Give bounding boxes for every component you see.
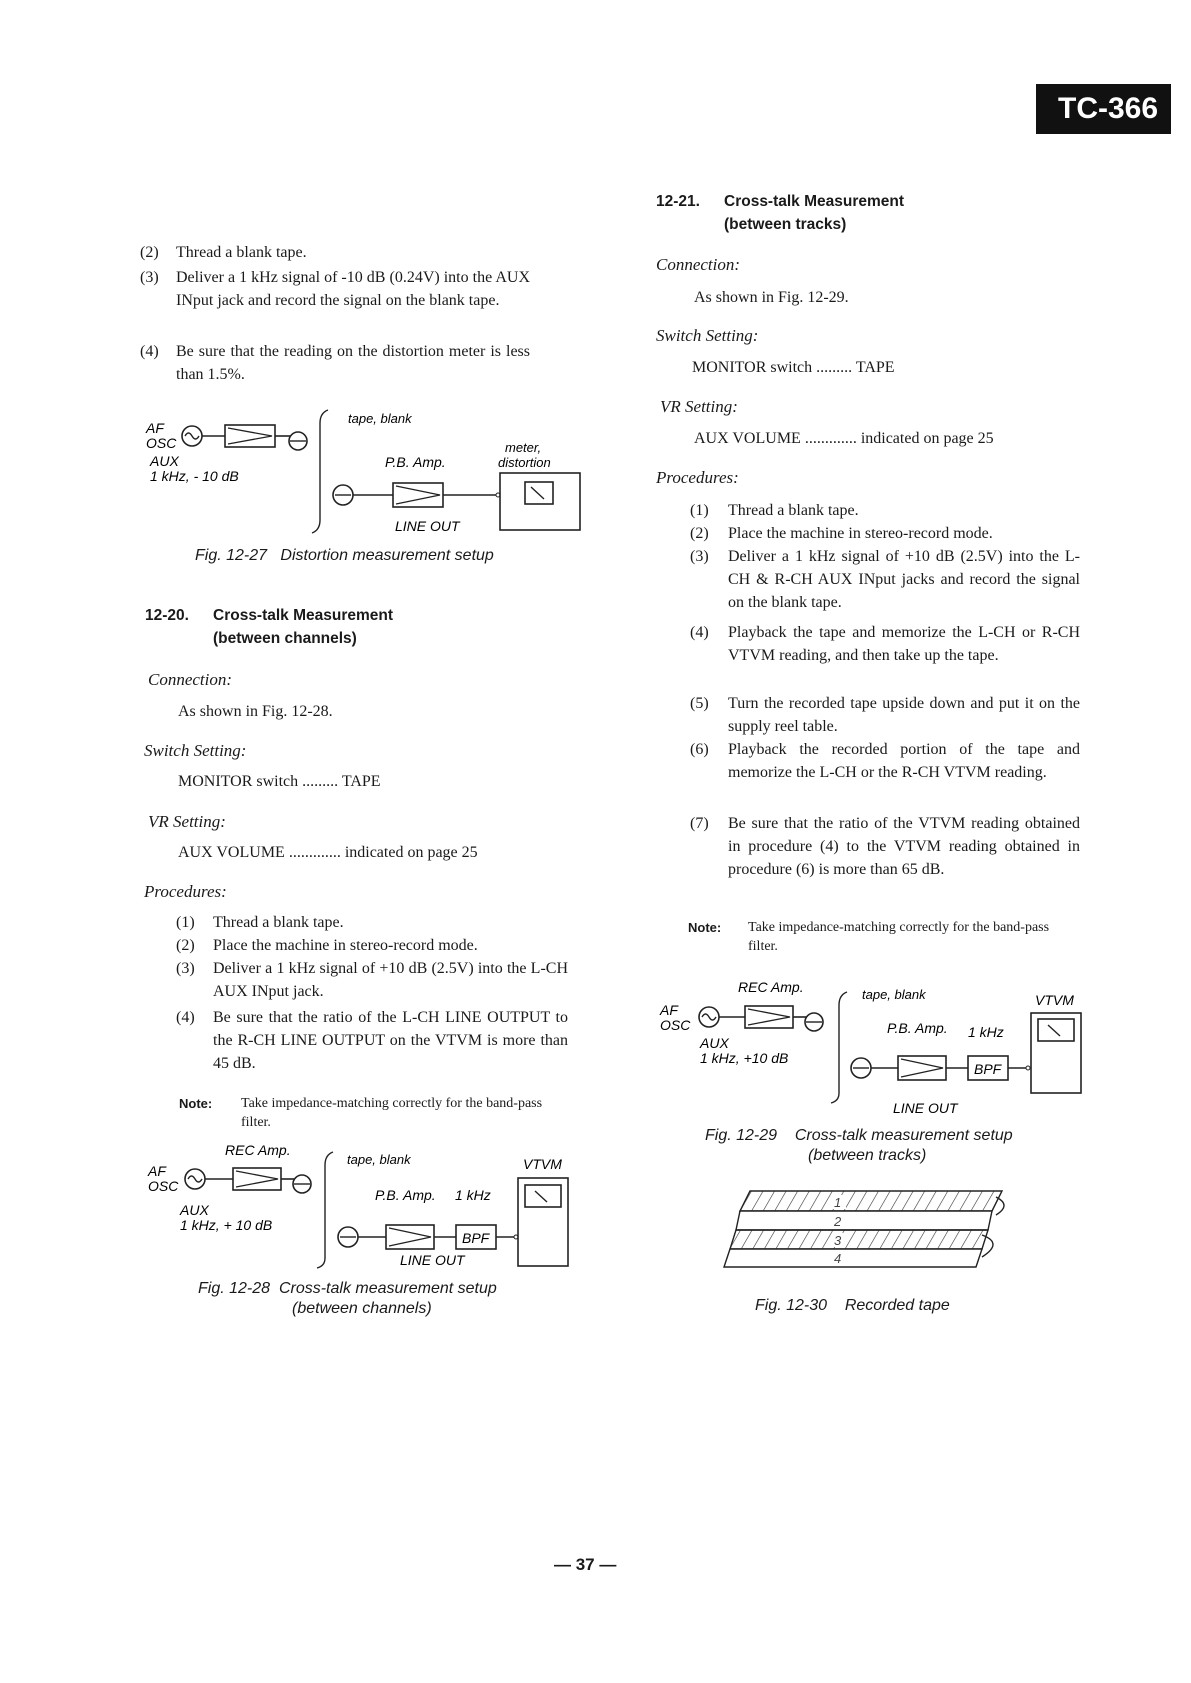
tape-path (317, 1152, 333, 1268)
frequency-label: 1 kHz (968, 1024, 1004, 1040)
figure-caption: Fig. 12-30 Recorded tape (755, 1297, 950, 1314)
af-label: AF (146, 420, 164, 436)
rec-amp-label: REC Amp. (225, 1142, 291, 1158)
track-number: 4 (834, 1251, 842, 1266)
tape-label: tape, blank (347, 1152, 411, 1167)
list-item: (4) Be sure that the reading on the distortion meter is less than 1.5%. (140, 343, 530, 383)
track-number: 3 (834, 1233, 842, 1248)
pb-amp-label: P.B. Amp. (375, 1187, 436, 1203)
vr-setting-text: AUX VOLUME ............. indicated on page 25 (178, 844, 478, 861)
line-out-label: LINE OUT (395, 518, 460, 534)
osc-label: OSC (148, 1178, 179, 1194)
figure-caption: Fig. 12-28 Cross-talk measurement setup (198, 1280, 497, 1297)
vtvm-label: VTVM (1035, 992, 1074, 1008)
figure-caption: Fig. 12-29 Cross-talk measurement setup (705, 1127, 1013, 1144)
pb-amp-label: P.B. Amp. (385, 454, 446, 470)
track-number: 2 (834, 1214, 842, 1229)
track-number: 1 (834, 1195, 842, 1210)
sine-wave-icon (185, 433, 199, 439)
meter-label: meter, (505, 440, 542, 455)
figure-caption-line2: (between tracks) (808, 1147, 927, 1164)
note: Note: Take impedance-matching correctly for the band-pass filter. (179, 1096, 543, 1130)
list-item: (3) Deliver a 1 kHz signal of +10 dB (2.5V) into the L-CH & R-CH AUX INput jacks and record the signal on the blank tape. (690, 548, 1080, 611)
bpf-label: BPF (974, 1061, 1002, 1077)
vr-setting-label: VR Setting: (148, 812, 226, 831)
sine-wave-icon (188, 1176, 202, 1182)
tape-path (831, 992, 847, 1103)
list-item: (6) Playback the recorded portion of the tape and memorize the L-CH or the R-CH VTVM reading. (690, 741, 1080, 781)
meter-icon (525, 482, 553, 504)
line-out-label: LINE OUT (893, 1100, 958, 1115)
aux-label: AUX (150, 453, 179, 469)
sine-wave-icon (702, 1014, 716, 1020)
figure-caption: Fig. 12-27 Distortion measurement setup (195, 547, 494, 564)
vr-setting-text: AUX VOLUME ............. indicated on page 25 (694, 430, 994, 447)
list-item: (2) Place the machine in stereo-record mode. (690, 525, 993, 542)
switch-setting-label: Switch Setting: (656, 326, 759, 345)
list-item: (5) Turn the recorded tape upside down and put it on the supply reel table. (690, 695, 1080, 735)
switch-setting-text: MONITOR switch ......... TAPE (178, 773, 381, 790)
connection-text: As shown in Fig. 12-29. (694, 289, 849, 306)
fig-12-27-diagram (140, 405, 590, 540)
rec-amp-label: REC Amp. (738, 979, 804, 995)
tape-label: tape, blank (348, 411, 412, 426)
list-item: (4) Playback the tape and memorize the L-CH or R-CH VTVM reading, and then take up the tape. (690, 624, 1080, 664)
osc-label: OSC (146, 435, 177, 451)
meter-icon (525, 1185, 561, 1207)
osc-label: OSC (660, 1017, 691, 1033)
aux-label: AUX (180, 1202, 209, 1218)
line-out-label: LINE OUT (400, 1252, 465, 1268)
signal-label: 1 kHz, +10 dB (700, 1050, 789, 1066)
track-1 (740, 1191, 1002, 1211)
frequency-label: 1 kHz (455, 1187, 491, 1203)
signal-label: 1 kHz, - 10 dB (150, 468, 239, 484)
connection-text: As shown in Fig. 12-28. (178, 703, 333, 720)
meter-icon (1038, 1019, 1074, 1041)
vr-setting-label: VR Setting: (660, 397, 738, 416)
figure-caption-line2: (between channels) (292, 1300, 432, 1317)
af-label: AF (148, 1163, 166, 1179)
list-item: (7) Be sure that the ratio of the VTVM reading obtained in procedure (4) to the VTVM reading obtained in procedure (6) is more than 65 dB. (690, 815, 1080, 878)
vtvm-label: VTVM (523, 1156, 562, 1172)
list-item: (1) Thread a blank tape. (690, 502, 859, 519)
switch-setting-label: Switch Setting: (144, 741, 247, 760)
page-number: — 37 — (554, 1555, 617, 1574)
list-item: (4) Be sure that the ratio of the L-CH LINE OUTPUT to the R-CH LINE OUTPUT on the VTVM is more than 45 dB. (176, 1009, 568, 1072)
list-item: (2) Place the machine in stereo-record mode. (176, 937, 478, 954)
tape-path (312, 410, 328, 533)
procedures-label: Procedures: (656, 468, 739, 487)
section-heading-12-20: 12-20. Cross-talk Measurement (between channels) (145, 607, 394, 647)
fig-12-29-diagram (650, 975, 1090, 1115)
signal-label: 1 kHz, + 10 dB (180, 1217, 273, 1233)
model-tab: TC-366 (1036, 84, 1171, 134)
tape-label: tape, blank (862, 987, 926, 1002)
list-item: (1) Thread a blank tape. (176, 914, 344, 931)
list-item: (2) Thread a blank tape. (140, 244, 307, 261)
bpf-label: BPF (462, 1230, 490, 1246)
pb-amp-label: P.B. Amp. (887, 1020, 948, 1036)
section-heading-12-21: 12-21. Cross-talk Measurement (between tracks) (656, 193, 905, 233)
aux-label: AUX (700, 1035, 729, 1051)
switch-setting-text: MONITOR switch ......... TAPE (692, 359, 895, 376)
fig-12-28-diagram (140, 1140, 580, 1280)
connection-label: Connection: (656, 255, 741, 274)
distortion-label: distortion (498, 455, 551, 470)
track-4 (724, 1249, 982, 1267)
af-label: AF (660, 1002, 678, 1018)
note: Note: Take impedance-matching correctly for the band-pass filter. (688, 920, 1050, 954)
connection-label: Connection: (148, 670, 233, 689)
track-3 (730, 1230, 988, 1249)
list-item: (3) Deliver a 1 kHz signal of -10 dB (0.24V) into the AUX INput jack and record the signal on the blank tape. (140, 269, 530, 309)
list-item: (3) Deliver a 1 kHz signal of +10 dB (2.5V) into the L-CH AUX INput jack. (176, 960, 568, 1000)
procedures-label: Procedures: (144, 882, 227, 901)
fig-12-30-diagram (720, 1185, 1010, 1285)
track-2 (736, 1211, 992, 1230)
